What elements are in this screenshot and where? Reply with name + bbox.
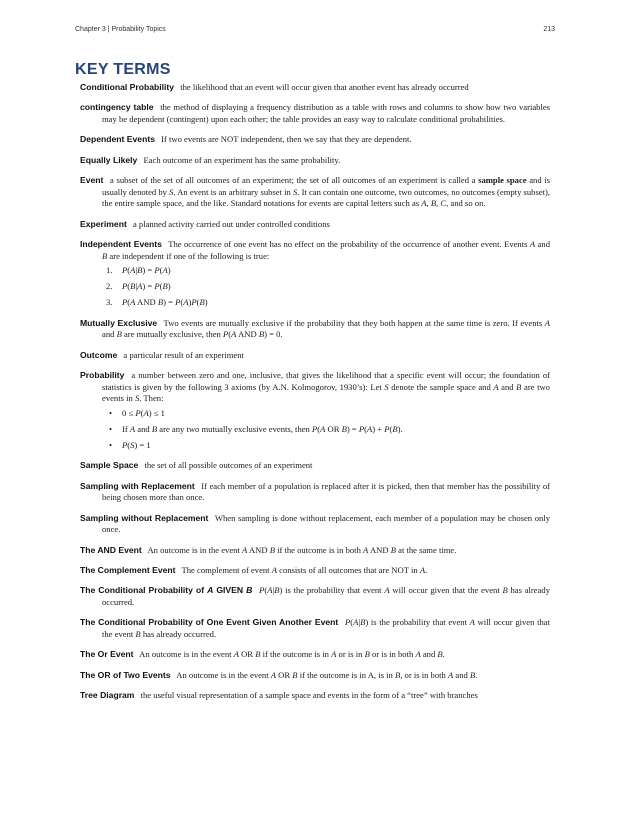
term-name: The Complement Event xyxy=(80,564,176,575)
term-definition: a number between zero and one, inclusive, that gives the likelihood that a specific event will occur; the foundation of statistics is given by the following 3 axioms (by A.N. Kolmogorov, 1930’s): Let S denote the sample space and A and B are two events in S. Then: xyxy=(102,370,550,404)
term-definition: the likelihood that an event will occur given that another event has already occurred xyxy=(180,82,469,92)
term-name: Sampling without Replacement xyxy=(80,512,209,523)
term-event xyxy=(80,175,550,210)
term-definition: If two events are NOT independent, then we say that they are dependent. xyxy=(161,134,412,145)
term-name: Sample Space xyxy=(80,460,139,471)
term-outcome xyxy=(80,350,550,362)
term-mutually-exclusive xyxy=(80,318,550,341)
term-definition: P(A|B) is the probability that event A will occur given that the event B has already occurred. xyxy=(102,617,550,639)
list-item: • If A and B are any two mutually exclusive events, then P(A OR B) = P(A) + P(B). xyxy=(102,424,550,436)
term-or-of-two-events xyxy=(80,670,550,682)
term-sampling-with-replacement xyxy=(80,481,550,504)
term-definition: An outcome is in the event A AND B if the outcome is in both A AND B at the same time. xyxy=(147,544,457,555)
term-definition: P(A|B) is the probability that event A will occur given that the event B has already occurred. xyxy=(102,585,551,607)
term-name: Mutually Exclusive xyxy=(80,317,158,328)
term-definition: An outcome is in the event A OR B if the outcome is in A or is in B or is in both A and B. xyxy=(139,649,445,660)
term-definition: Two events are mutually exclusive if the probability that they both happen at the same time is zero. If events A and B are mutually exclusive, then P(A AND B) = 0. xyxy=(102,317,550,340)
term-definition: An outcome is in the event A OR B if the outcome is in A, is in B, or is in both A and B. xyxy=(176,669,478,680)
term-definition: the method of displaying a frequency distribution as a table with rows and columns to show how two variables may be dependent (contingent) upon each other; the table provides an easy way to calculate conditional probabilities. xyxy=(102,102,550,124)
section-title: KEY TERMS xyxy=(75,61,171,78)
term-definition: If each member of a population is replaced after it is picked, then that member has the possibility of being chosen more than once. xyxy=(102,480,550,503)
chapter-title: Chapter 3 | Probability Topics xyxy=(75,26,166,33)
term-contingency-table xyxy=(80,102,550,125)
term-probability xyxy=(80,370,550,451)
term-and-event xyxy=(80,545,550,557)
term-conditional-probability-one-event xyxy=(80,617,550,640)
term-experiment xyxy=(80,219,550,231)
term-sample-space xyxy=(80,460,550,472)
term-definition: a particular result of an experiment xyxy=(123,349,244,360)
term-conditional-probability xyxy=(80,82,550,94)
term-name: The OR of Two Events xyxy=(80,669,171,680)
page-number: 213 xyxy=(543,26,555,33)
term-name: Outcome xyxy=(80,349,118,360)
term-definition: a subset of the set of all outcomes of an experiment; the set of all outcomes of an experiment is called a sample space and is usually denoted by S. An event is an arbitrary subset in S. It can contain one outcome, two outcomes, no outcomes (empty subset), the entire sample space, and the like. Standard notations for events are capital letters such as A, B, C, and so on. xyxy=(102,175,551,209)
term-name: Independent Events xyxy=(80,239,162,250)
term-name: The Conditional Probability of A GIVEN B xyxy=(80,585,253,596)
key-terms-list xyxy=(80,82,550,710)
term-sampling-without-replacement xyxy=(80,513,550,536)
list-item: • P(S) = 1 xyxy=(102,440,550,452)
term-name: The AND Event xyxy=(80,544,142,555)
term-dependent-events xyxy=(80,134,550,146)
list-item: • 0 ≤ P(A) ≤ 1 xyxy=(102,408,550,420)
term-or-event xyxy=(80,649,550,661)
term-name: Sampling with Replacement xyxy=(80,480,195,491)
term-complement-event xyxy=(80,565,550,577)
term-name: The Conditional Probability of One Event Given Another Event xyxy=(80,617,339,628)
list-item: 1. P(A|B) = P(A) xyxy=(106,265,171,276)
term-independent-events xyxy=(80,239,550,309)
running-head xyxy=(75,26,555,33)
term-name: contingency table xyxy=(80,102,154,113)
list-item: 2. P(B|A) = P(B) xyxy=(106,281,171,292)
term-name: Conditional Probability xyxy=(80,82,175,92)
term-name: Tree Diagram xyxy=(80,690,135,701)
term-name: Dependent Events xyxy=(80,134,155,145)
probability-axioms xyxy=(102,408,550,452)
term-definition: the useful visual representation of a sample space and events in the form of a “tree” with branches xyxy=(140,690,478,701)
term-conditional-probability-a-given-b xyxy=(80,585,550,608)
term-equally-likely xyxy=(80,155,550,167)
term-definition: a planned activity carried out under controlled conditions xyxy=(132,218,330,229)
independence-conditions xyxy=(102,265,550,309)
term-name: Equally Likely xyxy=(80,154,138,165)
term-name: Event xyxy=(80,175,104,186)
term-definition: The complement of event A consists of all outcomes that are NOT in A. xyxy=(181,564,428,575)
term-name: Probability xyxy=(80,370,125,381)
term-tree-diagram xyxy=(80,690,550,702)
list-item: 3. P(A AND B) = P(A)P(B) xyxy=(106,297,208,308)
term-name: The Or Event xyxy=(80,649,134,660)
term-definition: When sampling is done without replacement, each member of a population may be chosen only once. xyxy=(102,512,550,535)
term-definition: The occurrence of one event has no effect on the probability of the occurrence of another event. Events A and B are independent if one of the following is true: xyxy=(102,239,550,261)
term-name: Experiment xyxy=(80,218,127,229)
term-definition: Each outcome of an experiment has the same probability. xyxy=(143,154,341,165)
term-definition: the set of all possible outcomes of an experiment xyxy=(144,460,313,471)
